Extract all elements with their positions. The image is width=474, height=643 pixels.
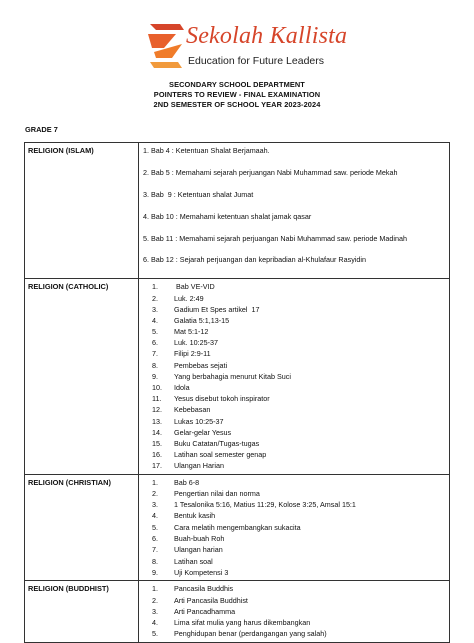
topic-text: Pembebas sejati (174, 360, 228, 370)
subject-name: RELIGION (CATHOLIC) (25, 279, 139, 474)
topic-number: 1. (152, 477, 158, 487)
topic-text: Buah-buah Roh (174, 534, 225, 544)
topic-number: 13. (152, 416, 162, 426)
subject-row (25, 279, 450, 474)
topic-text: 1 Tesalonika 5:16, Matius 11:29, Kolose 3:25, Amsal 15:1 (174, 500, 356, 510)
topic-number: 15. (152, 438, 162, 448)
topic-text: Bentuk kasih (174, 511, 216, 521)
topic-text: Pengertian nilai dan norma (174, 488, 260, 498)
topic-item (143, 326, 449, 337)
topic-text: Buku Catatan/Tugas-tugas (174, 438, 260, 448)
topic-number: 2. (152, 293, 158, 303)
topic-item (143, 393, 449, 404)
topic-list (139, 143, 450, 279)
brand-tagline: Education for Future Leaders (188, 55, 324, 67)
school-logo (146, 22, 348, 72)
topic-number: 3. (152, 500, 158, 510)
topic-item (143, 477, 449, 488)
topic-item (143, 595, 449, 606)
topic-list (139, 279, 450, 474)
topic-item (143, 315, 449, 326)
topic-list (139, 474, 450, 581)
topic-text: Bab 10 : Memahami ketentuan shalat jamak qasar (151, 211, 312, 221)
topic-text: Lukas 10:25-37 (174, 416, 224, 426)
topic-item (143, 533, 449, 544)
topic-item (143, 488, 449, 499)
topic-text: Ulangan harian (174, 545, 223, 555)
subject-name: RELIGION (ISLAM) (25, 143, 139, 279)
topic-text: Gadium Et Spes artikel 17 (174, 304, 260, 314)
topic-item (143, 583, 449, 594)
topic-text: Bab 11 : Memahami sejarah perjuangan Nabi Muhammad saw. periode Madinah (151, 233, 407, 243)
topic-text: Filipi 2:9-11 (174, 349, 211, 359)
topic-number: 6. (143, 255, 149, 265)
topic-number: 16. (152, 450, 162, 460)
topic-text: Pancasila Buddhis (174, 584, 234, 594)
topic-number: 1. (143, 146, 149, 155)
semester-heading: 2ND SEMESTER OF SCHOOL YEAR 2023-2024 (153, 100, 321, 109)
topic-text: Mat 5:1-12 (174, 327, 209, 337)
grade-label: GRADE 7 (25, 125, 58, 134)
topic-item (143, 556, 449, 567)
topic-number: 4. (152, 315, 158, 325)
topic-item (143, 617, 449, 628)
topic-item (143, 438, 449, 449)
topic-item (143, 348, 449, 359)
subject-name: RELIGION (CHRISTIAN) (25, 474, 139, 581)
topic-item (143, 628, 449, 639)
topic-number: 8. (152, 360, 158, 370)
topic-number: 3. (152, 606, 158, 616)
topic-number: 4. (152, 511, 158, 521)
topic-text: Penghidupan benar (perdangangan yang salah) (174, 629, 327, 639)
subject-row (25, 143, 450, 279)
topic-number: 6. (152, 338, 158, 348)
topic-text: Latihan soal (174, 556, 213, 566)
topic-text: Bab 6-8 (174, 477, 200, 487)
topic-text: Yang berbahagia menurut Kitab Suci (174, 371, 291, 381)
topic-number: 12. (152, 405, 162, 415)
topic-text: Bab 4 : Ketentuan Shalat Berjamaah. (151, 146, 270, 155)
topic-number: 10. (152, 383, 162, 393)
topic-item (143, 304, 449, 315)
subject-row (25, 581, 450, 642)
topic-text: Bab 12 : Sejarah perjuangan dan kepribadian al-Khulafaur Rasyidin (151, 255, 366, 265)
topic-text: Galatia 5:1,13-15 (174, 315, 230, 325)
topic-item (143, 371, 449, 382)
exam-heading: POINTERS TO REVIEW - FINAL EXAMINATION (153, 90, 321, 99)
topic-item (143, 460, 449, 471)
topic-text: Latihan soal semester genap (174, 450, 267, 460)
topic-text: Bab 5 : Memahami sejarah perjuangan Nabi Muhammad saw. periode Mekah (151, 167, 398, 177)
topic-text: Kebebasan (174, 405, 211, 415)
topic-item (143, 510, 449, 521)
topic-item (143, 382, 449, 393)
topic-number: 7. (152, 349, 158, 359)
topic-item (143, 189, 449, 211)
topic-item (143, 145, 449, 167)
topic-item (143, 337, 449, 348)
topic-text: Ulangan Harian (174, 461, 224, 471)
topic-number: 8. (152, 556, 158, 566)
subject-row (25, 474, 450, 581)
topic-item (143, 499, 449, 510)
topic-text: Luk. 10:25-37 (174, 338, 218, 348)
topic-text: Luk. 2:49 (174, 293, 204, 303)
topic-item (143, 606, 449, 617)
topic-number: 7. (152, 545, 158, 555)
topic-item (143, 233, 449, 255)
topic-item (143, 416, 449, 427)
topic-number: 11. (152, 394, 162, 404)
topic-text: Bab 9 : Ketentuan shalat Jumat (151, 189, 254, 199)
topic-item (143, 360, 449, 371)
topic-number: 3. (152, 304, 158, 314)
topic-text: Lima sifat mulia yang harus dikembangkan (174, 618, 311, 628)
topic-item (143, 404, 449, 415)
topic-text: Cara melatih mengembangkan sukacita (174, 522, 301, 532)
topic-number: 5. (152, 629, 158, 639)
topic-item (143, 281, 449, 292)
topic-text: Arti Pancadhamma (174, 606, 236, 616)
topic-text: Idola (174, 383, 190, 393)
topic-number: 4. (152, 618, 158, 628)
topic-item (143, 544, 449, 555)
topic-text: Uji Kompetensi 3 (174, 567, 229, 577)
topic-item (143, 427, 449, 438)
topic-item (143, 211, 449, 233)
topic-number: 5. (152, 522, 158, 532)
topic-number: 6. (152, 534, 158, 544)
topic-number: 9. (152, 371, 158, 381)
topic-number: 9. (152, 567, 158, 577)
topic-number: 1. (152, 282, 158, 292)
topic-number: 17. (152, 461, 162, 471)
topic-text: Yesus disebut tokoh inspirator (174, 394, 270, 404)
department-heading: SECONDARY SCHOOL DEPARTMENT (169, 80, 305, 89)
topic-number: 2. (152, 488, 158, 498)
topic-item (143, 254, 449, 276)
topic-number: 5. (152, 327, 158, 337)
topic-number: 4. (143, 211, 149, 221)
topic-text: Gelar-gelar Yesus (174, 427, 232, 437)
brand-name: Sekolah Kallista (186, 23, 348, 49)
topic-number: 2. (152, 595, 158, 605)
topic-item (143, 567, 449, 578)
topic-item (143, 167, 449, 189)
topic-number: 1. (152, 584, 158, 594)
topic-item (143, 293, 449, 304)
topic-number: 5. (143, 233, 149, 243)
topic-text: Bab VE-VID (174, 282, 215, 292)
topic-number: 3. (143, 189, 149, 199)
subject-name: RELIGION (BUDDHIST) (25, 581, 139, 642)
topic-list (139, 581, 450, 642)
topic-number: 2. (143, 167, 149, 177)
topic-text: Arti Pancasila Buddhist (174, 595, 248, 605)
review-table (24, 142, 450, 643)
topic-item (143, 522, 449, 533)
topic-number: 14. (152, 427, 162, 437)
kallista-emblem-icon (146, 22, 186, 72)
topic-item (143, 449, 449, 460)
